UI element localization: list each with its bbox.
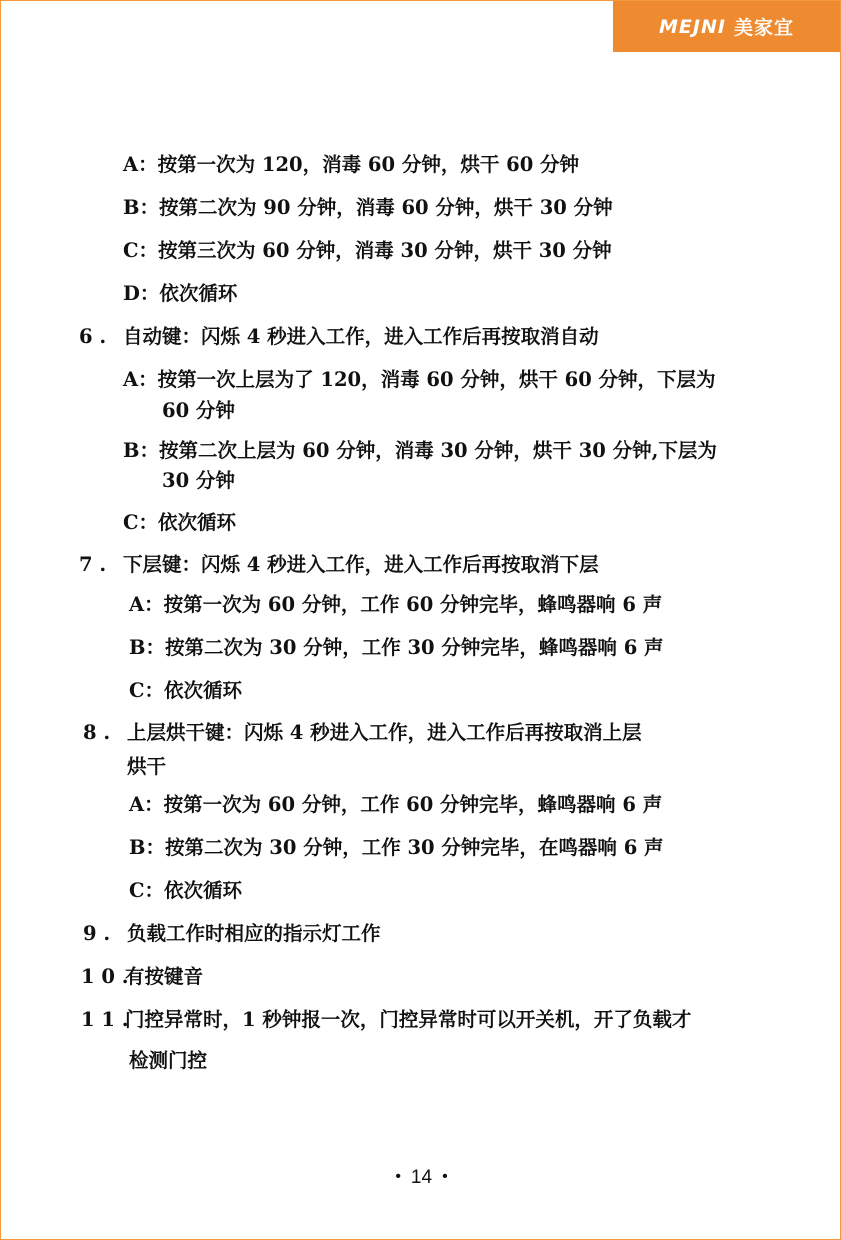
list-item: B：按第二次上层为 60 分钟，消毒 30 分钟，烘干 30 分钟,下层为 — [123, 439, 717, 462]
list-item: A：按第一次为 120，消毒 60 分钟，烘干 60 分钟 — [123, 153, 580, 176]
item-text: 负载工作时相应的指示灯工作 — [127, 922, 381, 945]
brand-logo: MEJNI — [659, 15, 726, 38]
list-item: D：依次循环 — [123, 282, 238, 305]
item-text: 上层烘干键：闪烁 4 秒进入工作，进入工作后再按取消上层 — [127, 721, 642, 744]
item-number: 7 . — [79, 553, 107, 576]
list-item: A：按第一次为 60 分钟，工作 60 分钟完毕，蜂鸣器响 6 声 — [129, 793, 663, 816]
footer-bullet-left: • — [395, 1168, 401, 1185]
list-item: B：按第二次为 90 分钟，消毒 60 分钟，烘干 30 分钟 — [123, 196, 613, 219]
section-item-7 — [79, 549, 599, 577]
section-item-10 — [81, 961, 203, 989]
page-footer — [1, 1167, 841, 1189]
list-item: C：依次循环 — [123, 511, 237, 534]
item-text: 下层键：闪烁 4 秒进入工作，进入工作后再按取消下层 — [123, 553, 599, 576]
section-item-9 — [83, 918, 381, 946]
list-item-continuation: 烘干 — [127, 755, 167, 778]
list-item: C：依次循环 — [129, 679, 243, 702]
item-text: 自动键：闪烁 4 秒进入工作，进入工作后再按取消自动 — [123, 325, 599, 348]
list-item-continuation: 检测门控 — [129, 1049, 208, 1072]
list-item-continuation: 30 分钟 — [162, 469, 235, 492]
item-text: 有按键音 — [125, 965, 204, 988]
page-number: 14 — [410, 1167, 433, 1188]
item-number: 6 . — [79, 325, 107, 348]
brand-name: 美家宜 — [733, 17, 794, 39]
section-item-6 — [79, 321, 599, 349]
brand-header — [613, 1, 840, 52]
list-item: C：依次循环 — [129, 879, 243, 902]
item-number: 9 . — [83, 922, 111, 945]
list-item: B：按第二次为 30 分钟，工作 30 分钟完毕，蜂鸣器响 6 声 — [129, 636, 664, 659]
item-number: 8 . — [83, 721, 111, 744]
item-number: 1 0 . — [81, 965, 129, 988]
section-item-8 — [83, 717, 642, 745]
item-number: 1 1 . — [81, 1008, 129, 1031]
list-item: A：按第一次上层为了 120，消毒 60 分钟，烘干 60 分钟，下层为 — [123, 368, 716, 391]
list-item: A：按第一次为 60 分钟，工作 60 分钟完毕，蜂鸣器响 6 声 — [129, 593, 663, 616]
list-item: B：按第二次为 30 分钟，工作 30 分钟完毕，在鸣器响 6 声 — [129, 836, 664, 859]
list-item: C：按第三次为 60 分钟，消毒 30 分钟，烘干 30 分钟 — [123, 239, 612, 262]
section-item-11 — [81, 1004, 691, 1032]
list-item-continuation: 60 分钟 — [162, 399, 235, 422]
footer-bullet-right: • — [442, 1168, 448, 1185]
item-text: 门控异常时，1 秒钟报一次，门控异常时可以开关机，开了负载才 — [125, 1008, 692, 1031]
